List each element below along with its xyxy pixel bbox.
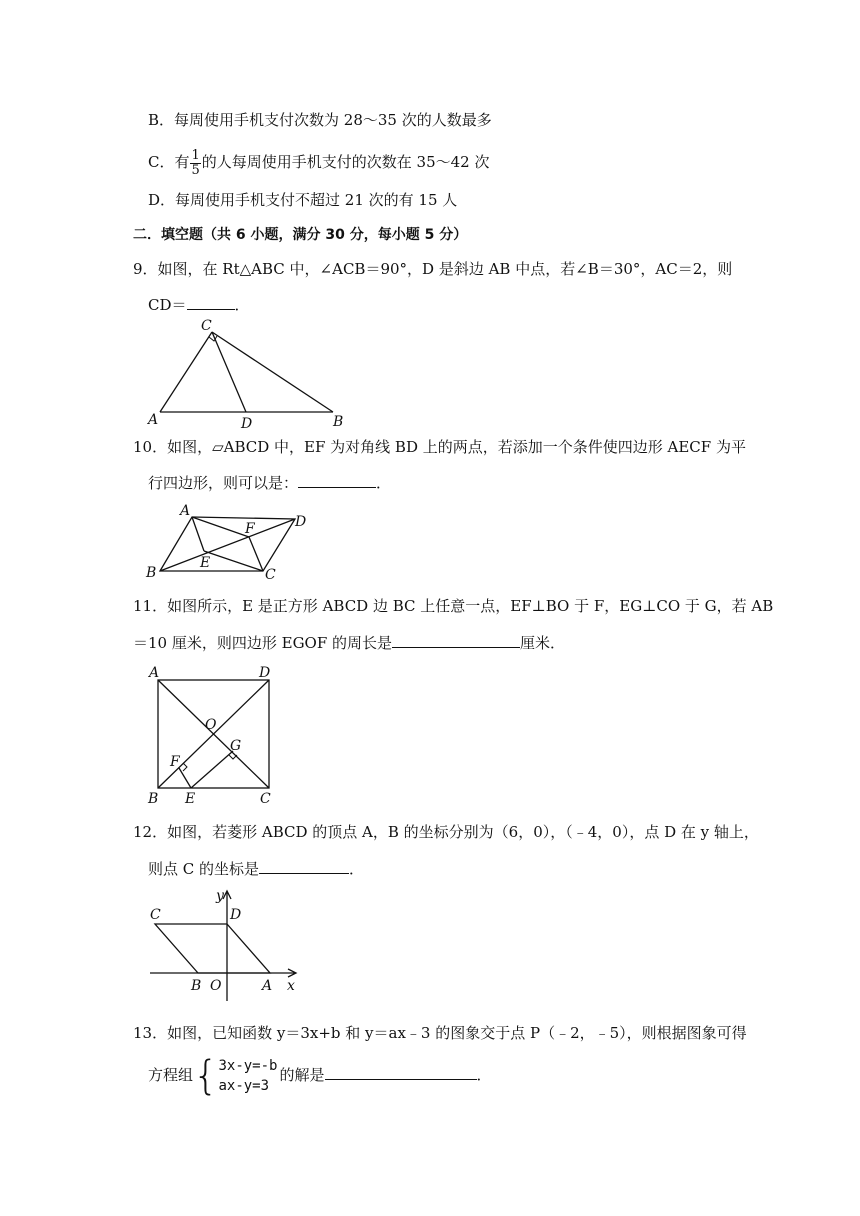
- label-b: B: [146, 565, 157, 581]
- q10-answer-label: 行四边形，则可以是：: [148, 474, 299, 492]
- option-c-prefix: C．有: [148, 153, 190, 171]
- label-y: y: [216, 888, 224, 904]
- segment-af: [192, 517, 249, 537]
- label-a: A: [149, 665, 160, 681]
- q13-answer-label: 的解是: [279, 1066, 325, 1084]
- question-10-text: 10．如图，▱ABCD 中，EF 为对角线 BD 上的两点，若添加一个条件使四边形 AECF 为平: [133, 438, 746, 456]
- label-o: O: [205, 717, 217, 733]
- equation-system: [218, 1056, 277, 1096]
- label-e: E: [200, 555, 211, 571]
- question-9-answer-line: [148, 294, 250, 315]
- equation-1: 3x-y=-b: [218, 1058, 278, 1074]
- figure-q12-rhombus: [145, 884, 310, 1004]
- label-c: C: [265, 567, 276, 583]
- segment-fc: [249, 537, 263, 571]
- q9-answer-blank[interactable]: [187, 294, 235, 310]
- question-12-answer-line: [148, 858, 364, 879]
- question-9-text: 9．如图，在 Rt△ABC 中，∠ACB＝90°，D 是斜边 AB 中点，若∠B＝30°，AC＝2，则: [133, 260, 733, 278]
- segment-ef: [179, 768, 191, 788]
- section-heading: 二．填空题（共 6 小题，满分 30 分，每小题 5 分）: [133, 227, 468, 243]
- label-a: A: [262, 978, 273, 994]
- right-angle-mark-f: [183, 763, 187, 771]
- label-f: F: [245, 521, 255, 537]
- label-d: D: [295, 514, 307, 530]
- label-f: F: [170, 754, 180, 770]
- fraction-numerator: 1: [191, 147, 200, 163]
- segment-eg: [191, 751, 233, 788]
- q12-period: ．: [349, 860, 365, 878]
- segment-cb: [212, 332, 333, 412]
- rhombus-abcd: [155, 924, 270, 973]
- label-d: D: [259, 665, 271, 681]
- label-b: B: [333, 414, 344, 430]
- label-a: A: [180, 503, 191, 519]
- option-c-suffix: 的人每周使用手机支付的次数在 35～42 次: [201, 153, 490, 171]
- q13-answer-blank[interactable]: [325, 1064, 477, 1080]
- q11-answer-label: ＝10 厘米，则四边形 EGOF 的周长是: [133, 634, 393, 652]
- question-10-answer-line: [148, 472, 391, 493]
- figure-q11-square: [145, 663, 285, 808]
- segment-ec: [204, 551, 263, 571]
- q12-answer-label: 则点 C 的坐标是: [148, 860, 260, 878]
- q11-answer-blank[interactable]: [392, 632, 520, 648]
- q9-answer-label: CD＝: [148, 296, 187, 314]
- label-o: O: [210, 978, 222, 994]
- right-angle-mark-g: [229, 755, 237, 759]
- option-b: B．每周使用手机支付次数为 28～35 次的人数最多: [148, 111, 492, 129]
- segment-ae: [192, 517, 204, 551]
- q10-period: ．: [376, 474, 392, 492]
- diagonal-bd: [160, 519, 295, 571]
- label-x: x: [287, 978, 295, 994]
- equation-2: ax-y=3: [218, 1078, 270, 1094]
- q11-unit: 厘米．: [520, 634, 566, 652]
- label-b: B: [191, 978, 202, 994]
- q12-answer-blank[interactable]: [259, 858, 349, 874]
- label-c: C: [260, 791, 271, 807]
- question-12-text: 12．如图，若菱形 ABCD 的顶点 A，B 的坐标分别为（6，0），（﹣4，0），点 D 在 y 轴上，: [133, 823, 759, 841]
- q13-system-label: 方程组: [148, 1066, 194, 1084]
- question-11-text: 11．如图所示，E 是正方形 ABCD 边 BC 上任意一点，EF⊥BO 于 F，EG⊥CO 于 G，若 AB: [133, 597, 774, 615]
- fraction-one-fifth: [190, 149, 200, 178]
- label-b: B: [148, 791, 159, 807]
- question-13-answer-line: [148, 1052, 492, 1098]
- q9-period: ．: [234, 296, 250, 314]
- left-brace: {: [193, 1053, 219, 1099]
- question-11-answer-line: [133, 632, 565, 653]
- label-g: G: [230, 738, 242, 754]
- option-d: D．每周使用手机支付不超过 21 次的有 15 人: [148, 191, 458, 209]
- q10-answer-blank[interactable]: [298, 472, 376, 488]
- figure-q10-parallelogram: [145, 502, 325, 584]
- label-e: E: [185, 791, 196, 807]
- fraction-denominator: 5: [191, 162, 200, 178]
- label-d: D: [241, 416, 253, 432]
- label-d: D: [230, 907, 242, 923]
- option-c: [148, 147, 489, 177]
- figure-q9-triangle: [145, 314, 345, 432]
- question-13-text: 13．如图，已知函数 y＝3x+b 和 y＝ax﹣3 的图象交于点 P（﹣2，﹣5），则根据图象可得: [133, 1024, 747, 1042]
- q13-period: ．: [476, 1066, 492, 1084]
- label-a: A: [148, 412, 159, 428]
- label-c: C: [201, 318, 212, 334]
- segment-ac: [160, 332, 212, 412]
- label-c: C: [150, 907, 161, 923]
